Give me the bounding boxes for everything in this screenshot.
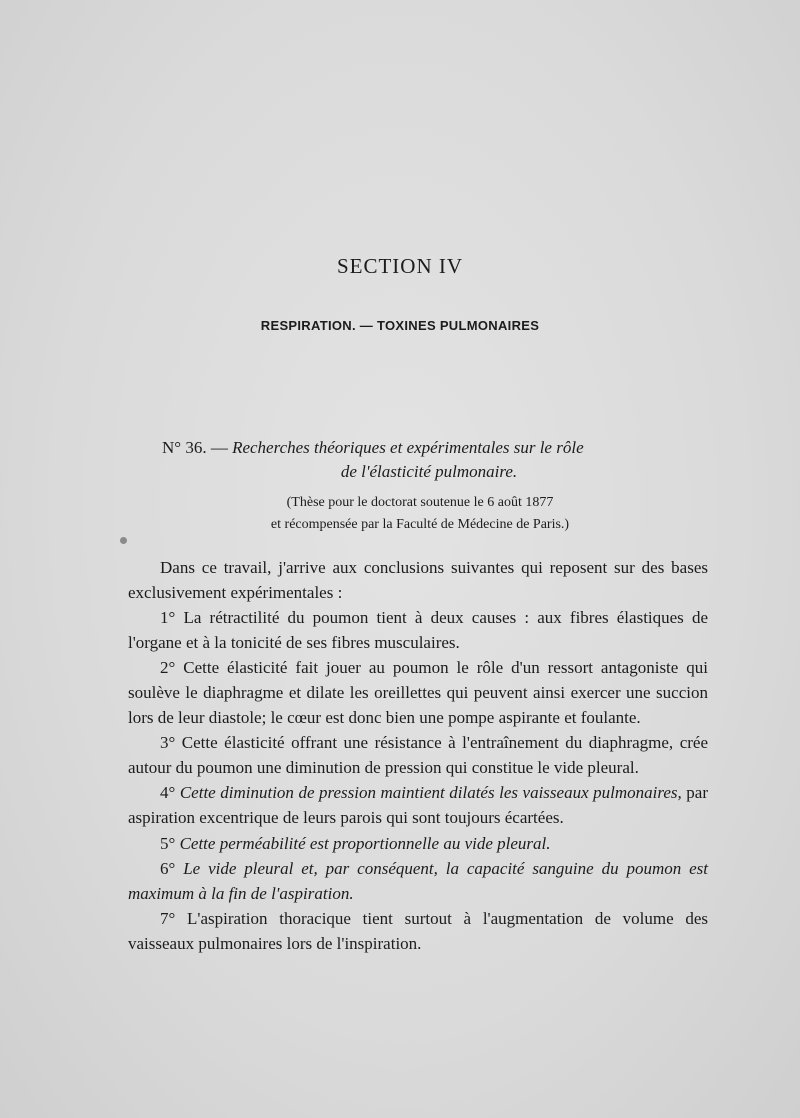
paragraph-intro: Dans ce travail, j'arrive aux conclusions suivantes qui reposent sur des bases exclusivement expérimentales : xyxy=(128,558,708,602)
entry-title-part-2: de l'élasticité pulmonaire. xyxy=(340,462,518,481)
thesis-note-line-2: et récompensée par la Faculté de Médecine de Paris.) xyxy=(270,517,570,532)
paper-speck xyxy=(120,537,127,544)
conclusion-6-italic: Le vide pleural et, par conséquent, la capacité sanguine du poumon est maximum à la fin de l'aspiration. xyxy=(128,859,709,903)
paragraph-conclusion-6 xyxy=(128,857,708,906)
paragraph-conclusion-7: 7° L'aspiration thoracique tient surtout à l'augmentation de volume des vaisseaux pulmonaires lors de l'inspiration. xyxy=(128,909,708,953)
body-text xyxy=(128,556,708,957)
section-title: SECTION IV xyxy=(336,254,464,278)
paragraph-conclusion-3: 3° Cette élasticité offrant une résistance à l'entraînement du diaphragme, crée autour du poumon une diminution de pression qui constitue le vide pleural. xyxy=(128,733,708,777)
entry-title-part-1: Recherches théoriques et expérimentales sur le rôle xyxy=(232,438,584,457)
conclusion-4-number: 4° xyxy=(160,783,176,803)
thesis-note-line-1: (Thèse pour le doctorat soutenue le 6 août 1877 xyxy=(286,495,554,510)
conclusion-5-number: 5° xyxy=(160,833,176,853)
entry-heading-line-2 xyxy=(130,460,710,484)
section-subtitle: RESPIRATION. — TOXINES PULMONAIRES xyxy=(260,318,540,333)
thesis-note xyxy=(130,492,710,536)
entry-heading xyxy=(130,436,710,484)
conclusion-4-italic: Cette diminution de pression maintient dilatés les vaisseaux pulmonaires, xyxy=(179,783,682,803)
paragraph-conclusion-4 xyxy=(128,781,708,830)
entry-number: N° 36. — xyxy=(162,438,228,457)
paragraph-conclusion-2: 2° Cette élasticité fait jouer au poumon le rôle d'un ressort antagoniste qui soulève le diaphragme et dilate les oreillettes qui peuvent ainsi exercer une succion lors de leur diastole; le cœur est donc bien une pompe aspirante et foulante. xyxy=(128,658,708,727)
conclusion-4-rest: par aspiration excentrique de leurs parois qui sont toujours écartées. xyxy=(128,783,708,827)
paragraph-conclusion-1: 1° La rétractilité du poumon tient à deux causes : aux fibres élastiques de l'organe et à la tonicité de ses fibres musculaires. xyxy=(128,608,708,652)
entry-heading-line-1 xyxy=(130,436,710,460)
paragraph-conclusion-5 xyxy=(128,832,708,857)
conclusion-5-italic: Cette perméabilité est proportionnelle au vide pleural. xyxy=(179,833,551,853)
conclusion-6-number: 6° xyxy=(160,859,176,879)
